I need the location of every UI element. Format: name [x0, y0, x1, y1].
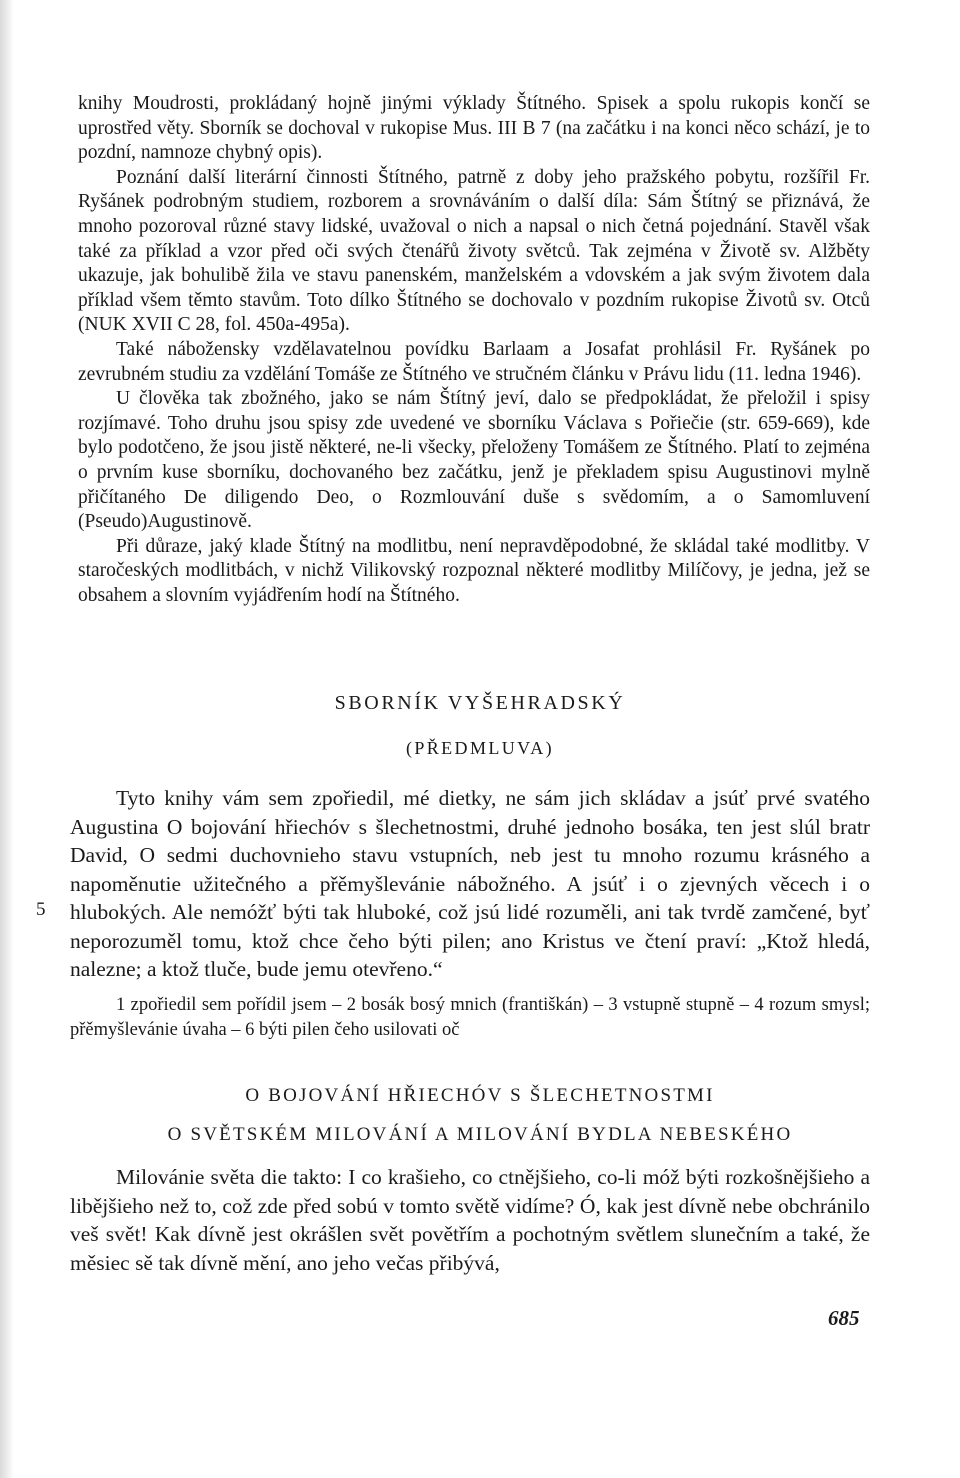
intro-paragraph: Při důraze, jaký klade Štítný na modlitbu, není nepravděpodobné, že skládal také modlitby. V staročeských modlitbách, v nichž Vilikovský rozpoznal některé modlitby Milíčovy, je jedna, jež se obsahem a slovním vyjádřením hodí na Štítného. [78, 535, 870, 606]
section-paragraph: Tyto knihy vám sem zpořiedil, mé dietky, ne sám jich skládav a jsúť prvé svatého Augustina O bojování hřiechóv s šlechetnostmi, druhé jednoho bosáka, ten jest slúl bratr David, O sedmi duchovnieho stavu vstupních, neb jest tu mnoho rozumu krásného a napoměnutie užitečného a přěmyšlevánie nábožného. A jsúť i o zjevných věcech i o hlubokých. Ale nemóžť býti tak hluboké, což jsú lidé rozuměli, ani tak tvrdě zamčené, byť neporozuměl tomu, ktož chce čeho býti pilen; ano Kristus ve čtení praví: „Ktož hledá, nalezne; a ktož tluče, bude jemu otevřeno.“ [70, 786, 870, 981]
page-number: 685 [828, 1306, 860, 1330]
section-subtitle: (PŘEDMLUVA) [405, 738, 555, 758]
footnotes [70, 993, 870, 1043]
intro-text [78, 92, 870, 608]
intro-paragraph: U člověka tak zbožného, jako se nám Štítný jeví, dalo se předpokládat, že přeložil i spisy rozjímavé. Toho druhu jsou spisy zde uvedené ve sborníku Václava s Pořiečie (str. 659-669), kde bylo podotčeno, že jsou jistě některé, ne-li všecky, přeloženy Tomášem ze Štítného. Platí to zejména o prvním kuse sborníku, dochovaného bez začátku, jenž je překladem spisu Augustinovi mylně přičítaného De diligendo Deo, o Rozmlouvání duše s svědomím, a o Samomluvení (Pseudo)Augustinově. [78, 388, 870, 533]
section-text [70, 784, 870, 984]
section-title: SBORNÍK VYŠEHRADSKÝ [334, 692, 626, 714]
chapter-text [70, 1163, 870, 1277]
intro-paragraph: knihy Moudrosti, prokládaný hojně jinými výklady Štítného. Spisek a spolu rukopis končí se uprostřed věty. Sborník se dochoval v rukopise Mus. III B 7 (na začátku i na konci něco schází, je to pozdní, namnoze chybný opis). [78, 93, 870, 164]
chapter-title-line-1: O BOJOVÁNÍ HŘIECHÓV S ŠLECHETNOSTMI [245, 1085, 715, 1106]
line-number: 5 [36, 899, 46, 920]
chapter-paragraph: Milovánie světa die takto: I co krašieho, co ctnějšieho, co-li móž býti rozkošnějšieho a libějšieho než to, což zde před sobú v tomto světě vidíme? Ó, kak jest dívně nebe obchránilo veš svět! Kak dívně jest okrášlen svět povětřím a pochotným světlem slunečním a také, že měsiec sě tak dívně mění, ano jeho večas přibývá, [70, 1165, 870, 1275]
chapter-title-line-2: O SVĚTSKÉM MILOVÁNÍ A MILOVÁNÍ BYDLA NEBESKÉHO [167, 1124, 793, 1145]
intro-paragraph: Poznání další literární činnosti Štítného, patrně z doby jeho pražského pobytu, rozšířil Fr. Ryšánek podrobným studiem, rozborem a srovnáváním o další díla: Sám Štítný se přiznává, že mnoho pozoroval různé stavy lidské, uvažoval o nich a napsal o nich četná pojednání. Stavěl však také za příklad a vzor před oči svých čtenářů životy světců. Tak zejména v Životě sv. Alžběty ukazuje, jak bohulibě žila ve stavu panenském, manželském a vdovském a jak svým životem dala příklad všem těmto stavům. Toto dílko Štítného se dochovalo v pozdním rukopise Životů sv. Otců (NUK XVII C 28, fol. 450a-495a). [78, 166, 870, 336]
intro-paragraph: Také nábožensky vzdělavatelnou povídku Barlaam a Josafat prohlásil Fr. Ryšánek po zevrubném studiu za vzdělání Tomáše ze Štítného ve stručném článku v Právu lidu (11. ledna 1946). [78, 338, 870, 385]
footnote-text: 1 zpořiedil sem pořídil jsem – 2 bosák bosý mnich (františkán) – 3 vstupně stupně – 4 rozum smysl; přěmyšlevánie úvaha – 6 býti pilen čeho usilovati oč [70, 995, 870, 1040]
